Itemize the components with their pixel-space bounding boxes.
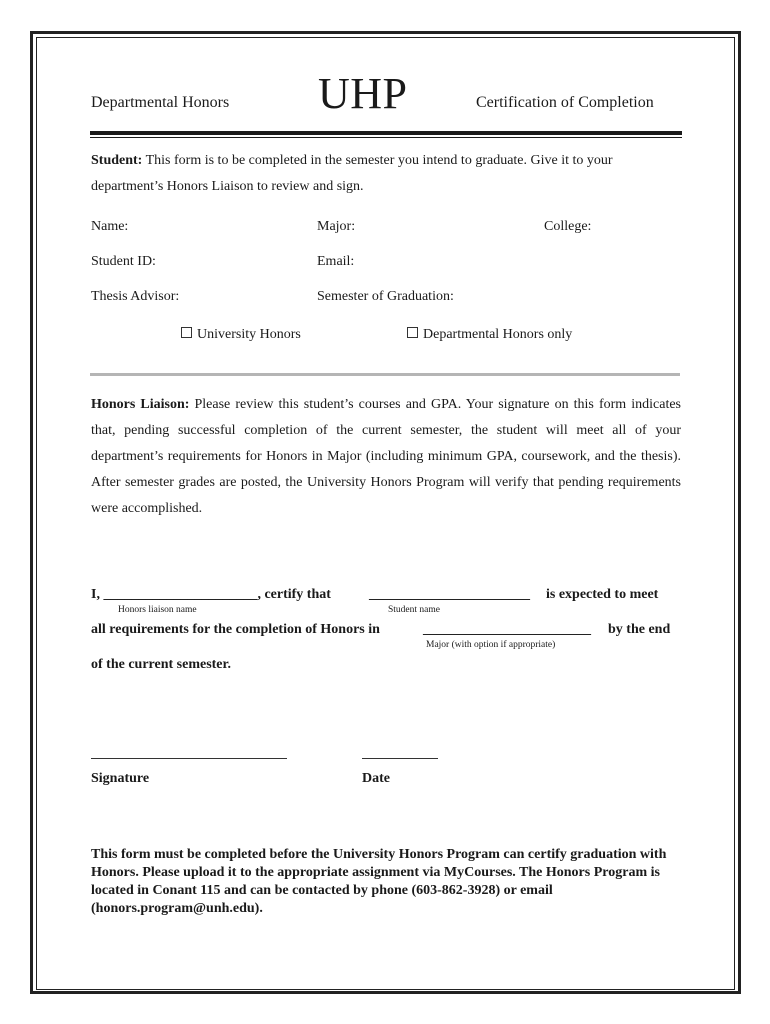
- option-university-label: University Honors: [197, 327, 301, 342]
- cert-liaison-name-caption: Honors liaison name: [118, 605, 197, 615]
- option-university-honors[interactable]: [181, 327, 301, 343]
- cert-line-2: all requirements for the completion of Honors in: [91, 622, 380, 637]
- field-email[interactable]: Email:: [317, 254, 355, 269]
- header-left: Departmental Honors: [91, 94, 230, 111]
- date-line[interactable]: [362, 758, 438, 759]
- cert-by-the-end: by the end: [608, 622, 671, 637]
- option-departmental-honors[interactable]: [407, 327, 572, 343]
- field-student-id[interactable]: Student ID:: [91, 254, 156, 269]
- cert-major-caption: Major (with option if appropriate): [426, 640, 556, 650]
- checkbox-icon[interactable]: [181, 327, 192, 338]
- liaison-text: Please review this student’s courses and GPA. Your signature on this form indicates that, pending successful completion of the current semester, the student will meet all of your department’s requirements for Honors in Major (including minimum GPA, coursework, and the thesis). After semester grades are posted, the University Honors Program will verify that pending requirements were accomplished.: [91, 397, 681, 516]
- field-thesis-advisor[interactable]: Thesis Advisor:: [91, 289, 180, 304]
- liaison-instructions: [91, 392, 681, 522]
- student-instructions: [91, 148, 681, 200]
- cert-student-blank[interactable]: _______________________: [369, 587, 530, 602]
- footer-note: This form must be completed before the University Honors Program can certify graduation with Honors. Please upload it to the appropriate assignment via MyCourses. The Honors Program is located in Conant 115 and can be contacted by phone (603-862-3928) or email (honors.program@unh.edu).: [91, 847, 667, 916]
- cert-major-blank[interactable]: ________________________: [423, 622, 591, 637]
- header-rule-thin: [90, 137, 682, 138]
- field-college[interactable]: College:: [544, 219, 592, 234]
- field-semester[interactable]: Semester of Graduation:: [317, 289, 454, 304]
- student-text: This form is to be completed in the semester you intend to graduate. Give it to your department’s Honors Liaison to review and sign.: [91, 153, 613, 194]
- cert-student-name-caption: Student name: [388, 605, 440, 615]
- student-label: Student:: [91, 153, 143, 168]
- header-rule-thick: [90, 131, 682, 135]
- field-name[interactable]: Name:: [91, 219, 129, 234]
- cert-expected: is expected to meet: [546, 587, 659, 602]
- signature-label: Signature: [91, 771, 150, 786]
- cert-line-3: of the current semester.: [91, 657, 231, 672]
- date-label: Date: [362, 771, 390, 786]
- cert-line-1: I, ______________________, certify that: [91, 587, 331, 602]
- checkbox-icon[interactable]: [407, 327, 418, 338]
- field-major[interactable]: Major:: [317, 219, 356, 234]
- liaison-label: Honors Liaison:: [91, 397, 190, 412]
- header-title: UHP: [318, 69, 408, 118]
- header-right: Certification of Completion: [476, 94, 654, 111]
- signature-line[interactable]: [91, 758, 287, 759]
- section-divider: [90, 373, 680, 376]
- option-departmental-label: Departmental Honors only: [423, 327, 573, 342]
